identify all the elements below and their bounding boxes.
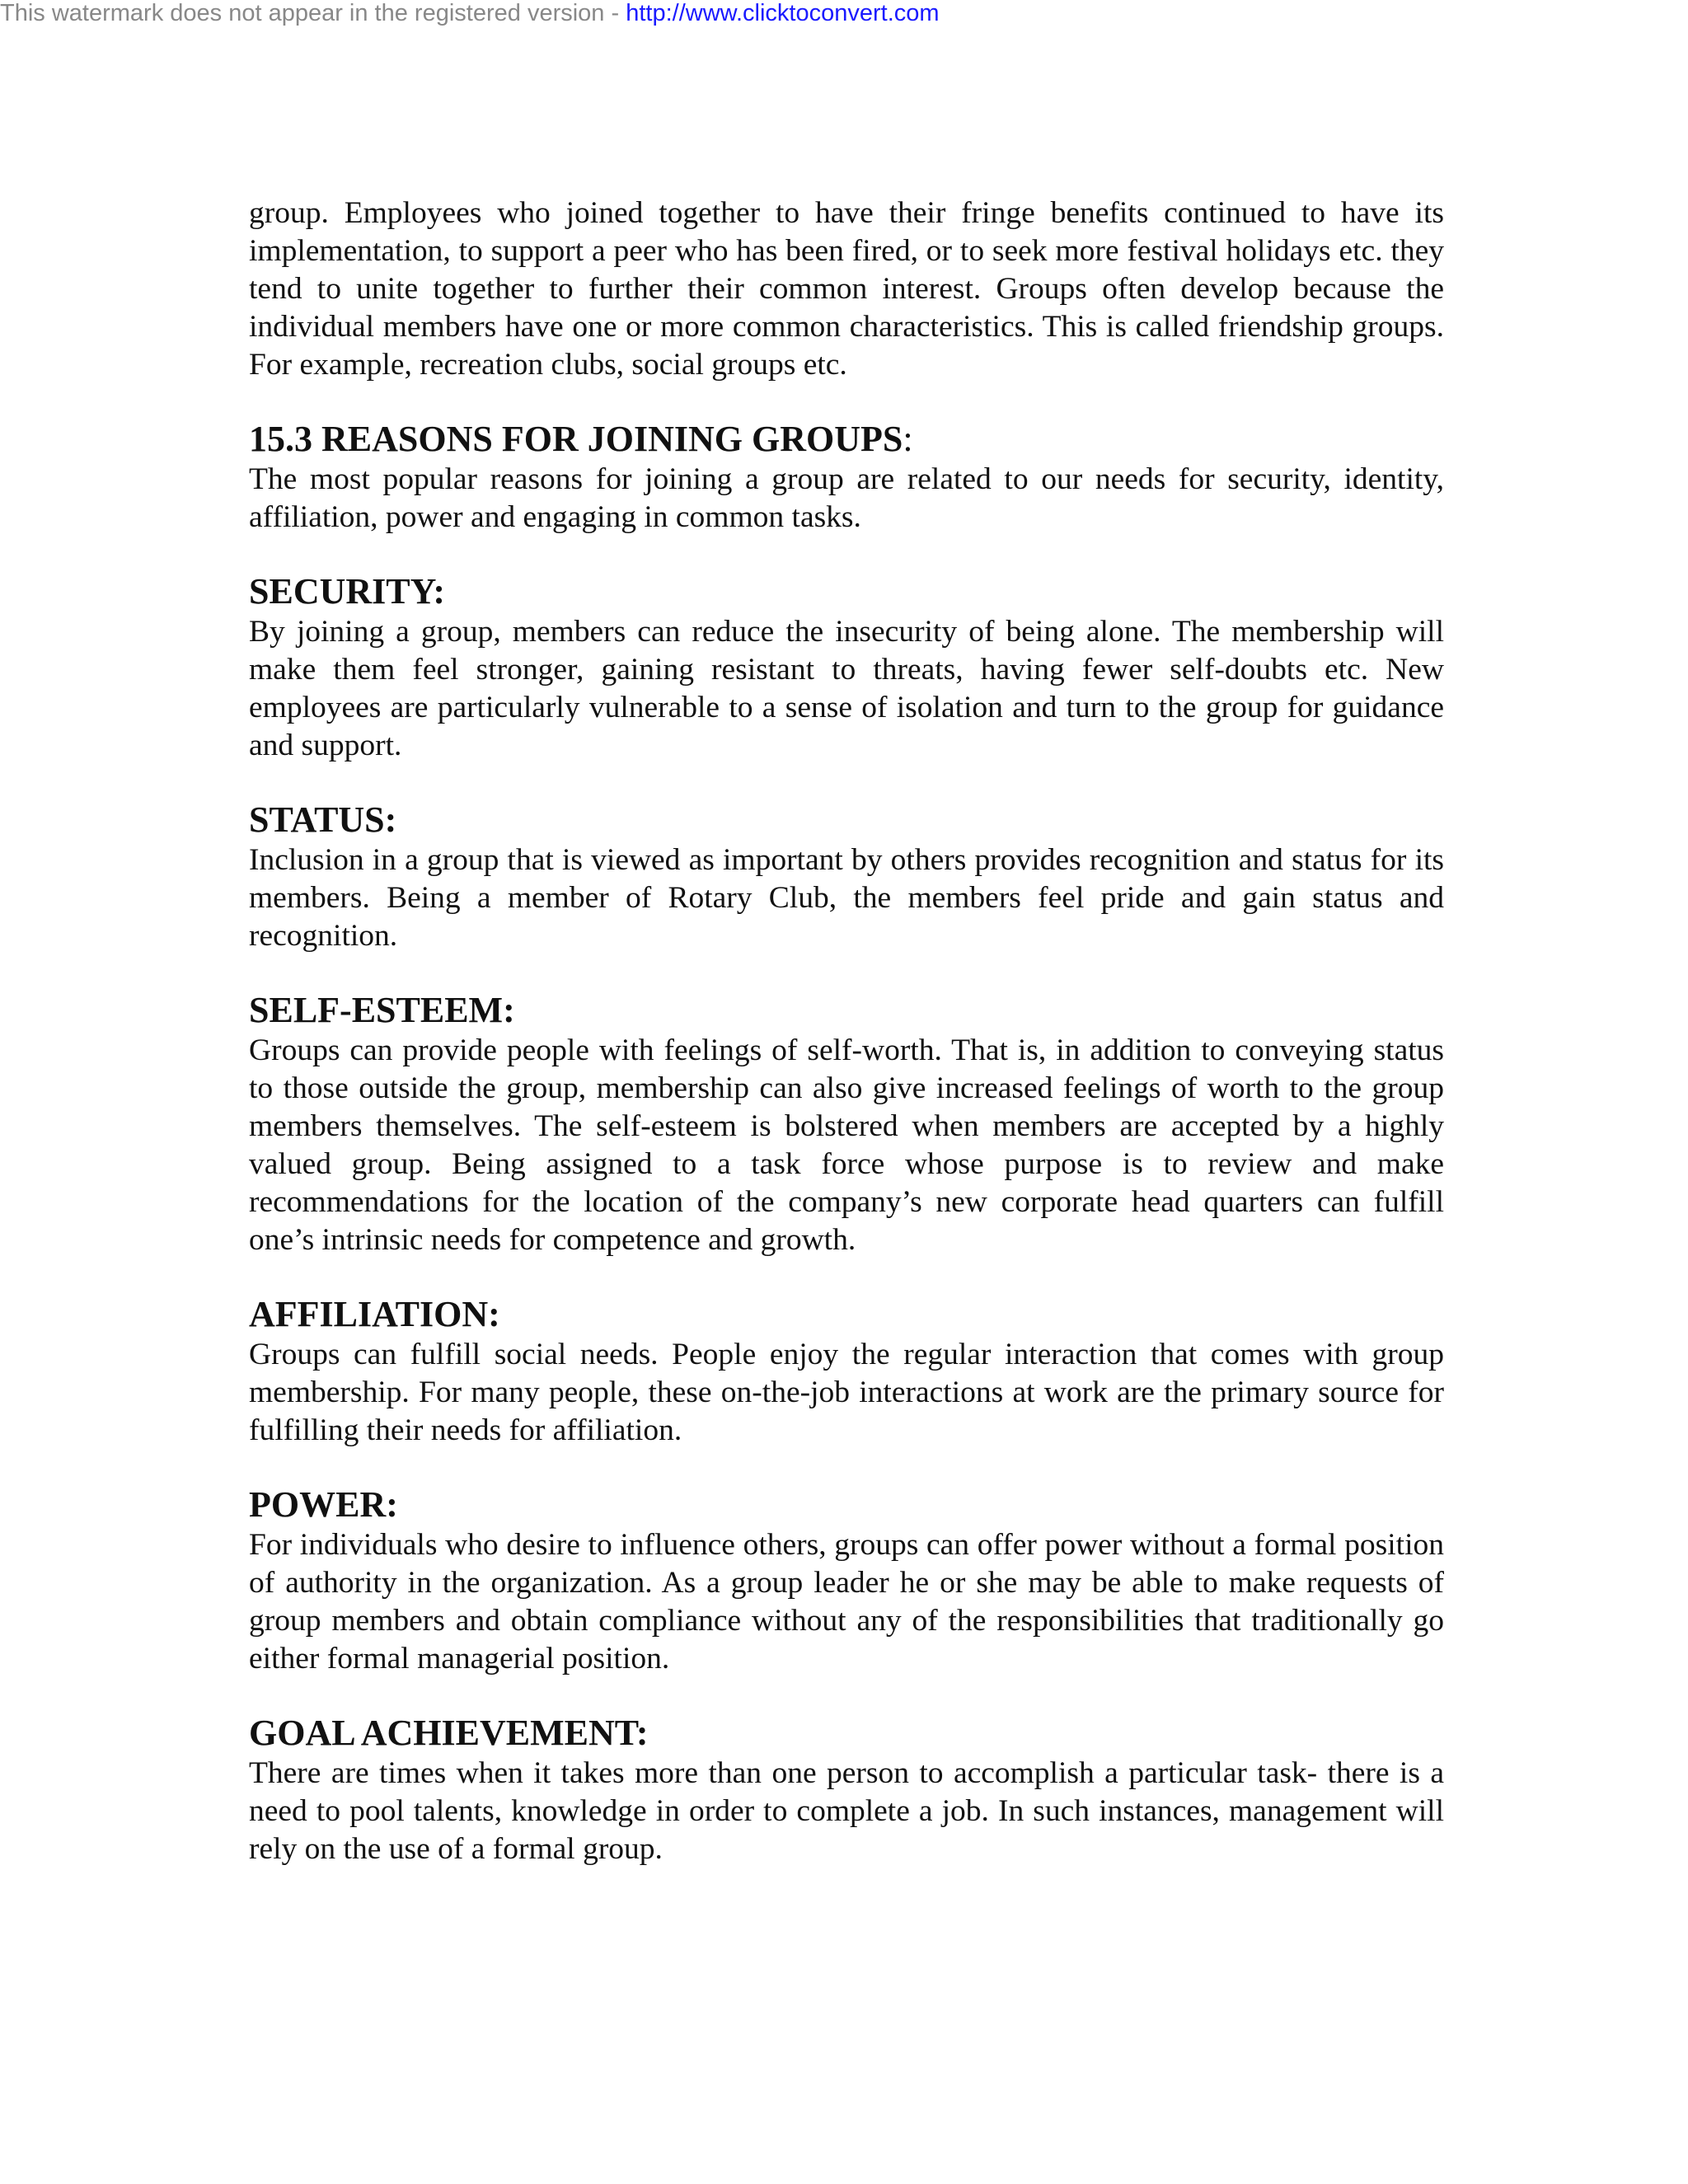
intro-paragraph: group. Employees who joined together to have their fringe benefits continued to have its implementation, to support a peer who has been fired, or to seek more festival holidays etc. they tend to unite together to further their common interest. Groups often develop because the individual members have one or more common characteristics. This is called friendship groups. For example, recreation clubs, social groups etc. <box>249 196 1444 382</box>
section-paragraph-reasons: The most popular reasons for joining a group are related to our needs for security, identity, affiliation, power and engaging in common tasks. <box>249 462 1444 534</box>
section-status <box>249 799 1444 955</box>
section-heading-status: STATUS: <box>249 799 397 840</box>
section-heading-colon: : <box>903 419 913 459</box>
document-body <box>249 194 1444 1868</box>
section-paragraph-affiliation: Groups can fulfill social needs. People enjoy the regular interaction that comes with group membership. For many people, these on-the-job interactions at work are the primary source for fulfilling their needs for affiliation. <box>249 1338 1444 1447</box>
watermark-text: This watermark does not appear in the registered version - <box>0 0 626 26</box>
section-heading-goal-achievement: GOAL ACHIEVEMENT: <box>249 1713 649 1753</box>
section-heading-affiliation: AFFILIATION: <box>249 1294 500 1334</box>
section-heading-text: 15.3 REASONS FOR JOINING GROUPS <box>249 419 903 459</box>
section-self-esteem <box>249 990 1444 1259</box>
section-paragraph-self-esteem: Groups can provide people with feelings of self-worth. That is, in addition to conveying status to those outside the group, membership can also give increased feelings of worth to the group members themselves. The self-esteem is bolstered when members are accepted by a highly valued group. Being assigned to a task force whose purpose is to review and make recommendations for the location of the company’s new corporate head quarters can fulfill one’s intrinsic needs for competence and growth. <box>249 1033 1444 1257</box>
section-power <box>249 1484 1444 1678</box>
section-paragraph-goal-achievement: There are times when it takes more than one person to accomplish a particular task- there is a need to pool talents, knowledge in order to complete a job. In such instances, management will rely on the use of a formal group. <box>249 1756 1444 1866</box>
section-paragraph-security: By joining a group, members can reduce the insecurity of being alone. The membership will make them feel stronger, gaining resistant to threats, having fewer self-doubts etc. New employees are particularly vulnerable to a sense of isolation and turn to the group for guidance and support. <box>249 615 1444 762</box>
section-heading-reasons <box>249 419 1444 460</box>
section-paragraph-power: For individuals who desire to influence others, groups can offer power without a formal position of authority in the organization. As a group leader he or she may be able to make requests of group members and obtain compliance without any of the responsibilities that traditionally go either formal managerial position. <box>249 1528 1444 1675</box>
section-security <box>249 571 1444 765</box>
section-heading-self-esteem: SELF-ESTEEM: <box>249 990 515 1030</box>
section-paragraph-status: Inclusion in a group that is viewed as important by others provides recognition and status for its members. Being a member of Rotary Club, the members feel pride and gain status and recognition. <box>249 843 1444 953</box>
section-heading-security: SECURITY: <box>249 571 446 612</box>
section-heading-power: POWER: <box>249 1484 398 1525</box>
watermark-notice <box>0 0 940 26</box>
section-affiliation <box>249 1294 1444 1450</box>
watermark-link[interactable]: http://www.clicktoconvert.com <box>626 0 940 26</box>
section-goal-achievement <box>249 1713 1444 1868</box>
section-reasons-for-joining-groups <box>249 419 1444 537</box>
